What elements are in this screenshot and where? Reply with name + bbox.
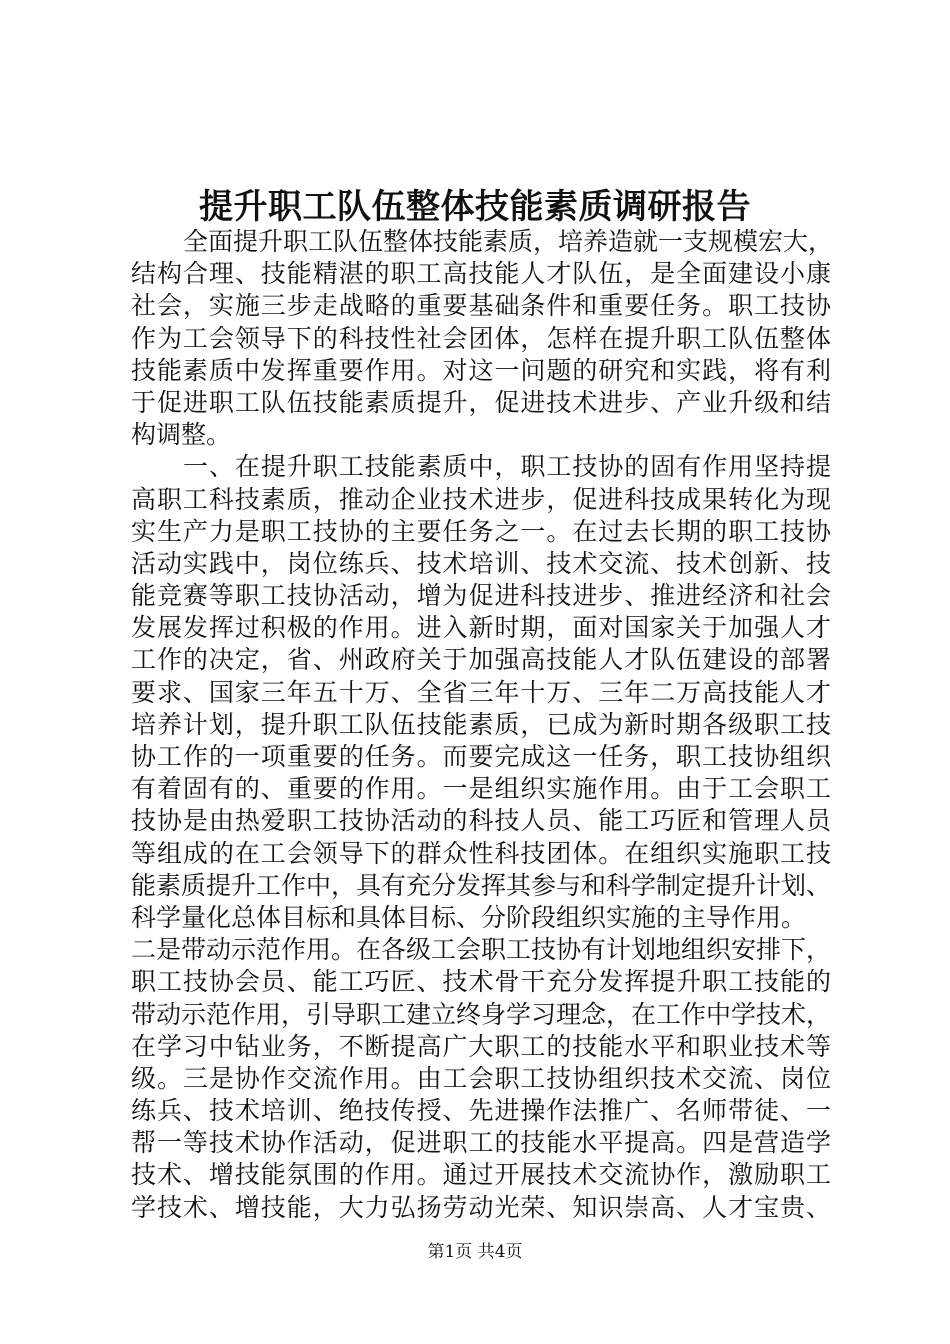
body-line: 职工技协会员、能工巧匠、技术骨干充分发挥提升职工技能的 — [131, 967, 831, 997]
body-line: 于促进职工队伍技能素质提升，促进技术进步、产业升级和结 — [131, 387, 831, 417]
page-indicator: 第1页 共4页 — [427, 1242, 523, 1262]
body-line: 能素质提升工作中，具有充分发挥其参与和科学制定提升计划、 — [131, 870, 832, 900]
document-body — [131, 226, 834, 1224]
body-line: 社会，实施三步走战略的重要基础条件和重要任务。职工技协 — [131, 291, 831, 321]
body-line: 帮一等技术协作活动，促进职工的技能水平提高。四是营造学 — [131, 1128, 831, 1158]
body-line: 一、在提升职工技能素质中，职工技协的固有作用坚持提 — [183, 452, 831, 482]
body-line: 活动实践中，岗位练兵、技术培训、技术交流、技术创新、技 — [131, 548, 831, 578]
body-line: 高职工科技素质，推动企业技术进步，促进科技成果转化为现 — [131, 484, 831, 514]
body-line: 技术、增技能氛围的作用。通过开展技术交流协作，激励职工 — [131, 1160, 831, 1190]
body-line: 技能素质中发挥重要作用。对这一问题的研究和实践，将有利 — [131, 355, 831, 385]
document-title: 提升职工队伍整体技能素质调研报告 — [199, 187, 751, 227]
body-line: 培养计划，提升职工队伍技能素质，已成为新时期各级职工技 — [131, 709, 831, 739]
body-line: 科学量化总体目标和具体目标、分阶段组织实施的主导作用。 — [131, 902, 807, 932]
body-line: 等组成的在工会领导下的群众性科技团体。在组织实施职工技 — [131, 838, 831, 868]
body-line: 协工作的一项重要的任务。而要完成这一任务，职工技协组织 — [131, 742, 831, 771]
body-line: 学技术、增技能，大力弘扬劳动光荣、知识崇高、人才宝贵、 — [131, 1192, 831, 1222]
body-line: 要求、国家三年五十万、全省三年十万、三年二万高技能人才 — [131, 677, 831, 707]
body-line: 在学习中钻业务，不断提高广大职工的技能水平和职业技术等 — [131, 1031, 831, 1061]
body-line: 工作的决定，省、州政府关于加强高技能人才队伍建设的部署 — [131, 645, 831, 675]
body-line: 二是带动示范作用。在各级工会职工技协有计划地组织安排下， — [131, 935, 832, 965]
body-line: 带动示范作用，引导职工建立终身学习理念，在工作中学技术， — [131, 999, 832, 1029]
body-line: 构调整。 — [131, 420, 232, 450]
body-line: 结构合理、技能精湛的职工高技能人才队伍，是全面建设小康 — [131, 259, 831, 289]
body-line: 实生产力是职工技协的主要任务之一。在过去长期的职工技协 — [131, 516, 831, 546]
body-line: 技协是由热爱职工技协活动的科技人员、能工巧匠和管理人员 — [131, 806, 831, 836]
body-line: 能竞赛等职工技协活动，增为促进科技进步、推进经济和社会 — [131, 581, 831, 611]
body-line: 级。三是协作交流作用。由工会职工技协组织技术交流、岗位 — [131, 1063, 831, 1093]
body-line: 练兵、技术培训、绝技传授、先进操作法推广、名师带徒、一 — [131, 1096, 831, 1126]
body-line: 发展发挥过积极的作用。进入新时期，面对国家关于加强人才 — [131, 613, 831, 643]
body-line: 作为工会领导下的科技性社会团体，怎样在提升职工队伍整体 — [131, 323, 831, 353]
body-line: 全面提升职工队伍整体技能素质，培养造就一支规模宏大， — [183, 227, 834, 256]
body-line: 有着固有的、重要的作用。一是组织实施作用。由于工会职工 — [131, 774, 831, 804]
